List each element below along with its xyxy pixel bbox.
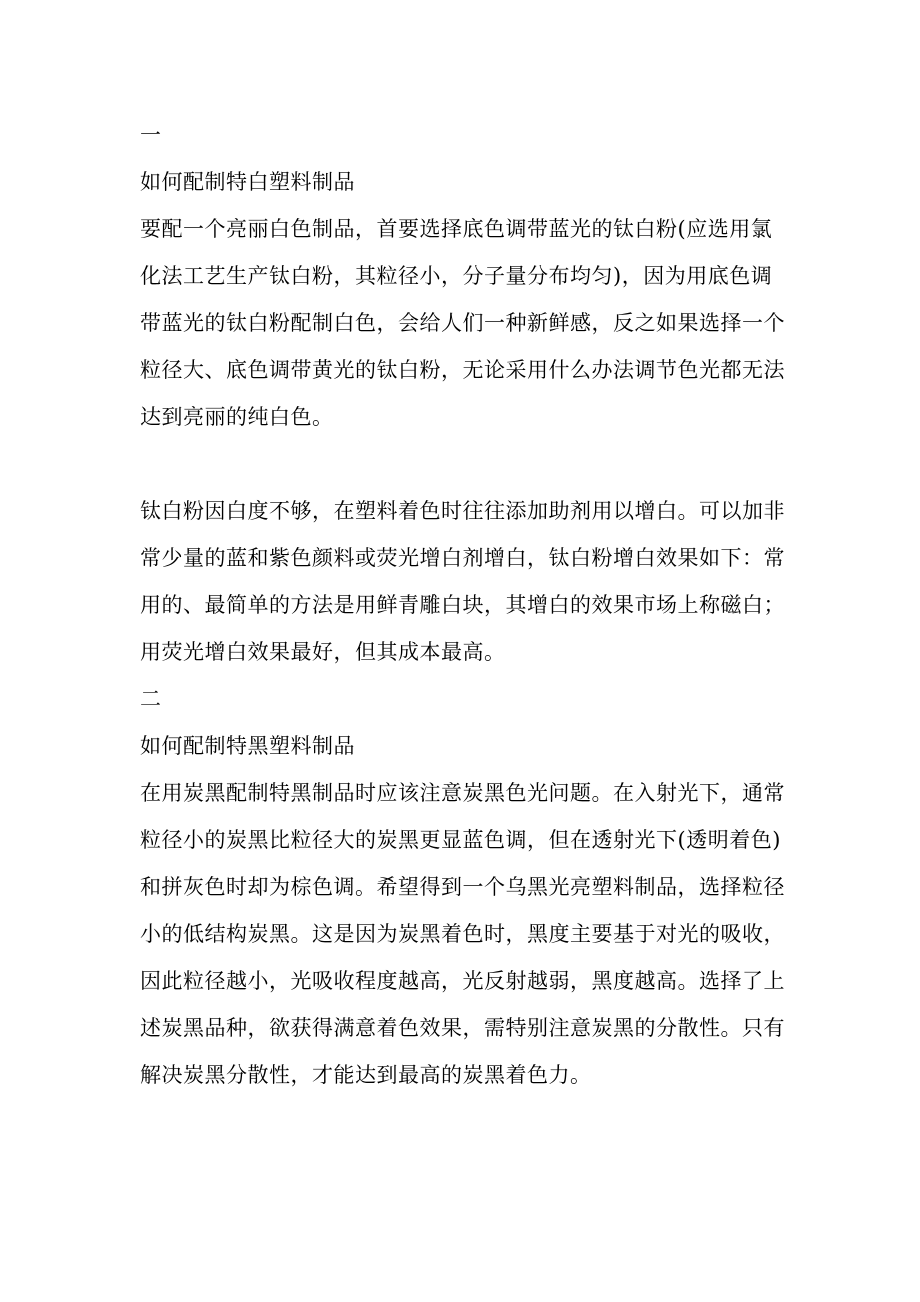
paragraph-line: 用的、最简单的方法是用鲜青雕白块，其增白的效果市场上称磁白； xyxy=(140,593,785,617)
paragraph-line: 钛白粉因白度不够，在塑料着色时往往添加助剂用以增白。可以加非 xyxy=(140,499,785,523)
paragraph-line: 解决炭黑分散性，才能达到最高的炭黑着色力。 xyxy=(140,1063,592,1087)
document-content xyxy=(140,112,785,1099)
section-heading: 如何配制特黑塑料制品 xyxy=(140,734,355,758)
paragraph-line: 和拼灰色时却为棕色调。希望得到一个乌黑光亮塑料制品，选择粒径 xyxy=(140,875,785,899)
section-number: 二 xyxy=(140,687,162,711)
paragraph-carbon-black xyxy=(140,770,785,1099)
paragraph-line: 述炭黑品种，欲获得满意着色效果，需特别注意炭黑的分散性。只有 xyxy=(140,1016,785,1040)
section-number: 一 xyxy=(140,123,162,147)
paragraph-spacer xyxy=(140,441,780,488)
section-heading: 如何配制特白塑料制品 xyxy=(140,170,355,194)
paragraph-line: 粒径小的炭黑比粒径大的炭黑更显蓝色调，但在透射光下(透明着色) xyxy=(140,828,781,852)
paragraph-whitening xyxy=(140,488,785,676)
paragraph-line: 带蓝光的钛白粉配制白色，会给人们一种新鲜感，反之如果选择一个 xyxy=(140,311,785,335)
section-two xyxy=(140,676,785,1099)
paragraph-titanium-selection xyxy=(140,206,785,441)
paragraph-line: 粒径大、底色调带黄光的钛白粉，无论采用什么办法调节色光都无法 xyxy=(140,358,785,382)
paragraph-line: 小的低结构炭黑。这是因为炭黑着色时，黑度主要基于对光的吸收， xyxy=(140,922,785,946)
section-one xyxy=(140,112,785,676)
paragraph-line: 达到亮丽的纯白色。 xyxy=(140,405,334,429)
paragraph-line: 因此粒径越小，光吸收程度越高，光反射越弱，黑度越高。选择了上 xyxy=(140,969,785,993)
paragraph-line: 化法工艺生产钛白粉，其粒径小，分子量分布均匀)，因为用底色调 xyxy=(140,264,773,288)
paragraph-line: 用荧光增白效果最好，但其成本最高。 xyxy=(140,640,506,664)
paragraph-line: 在用炭黑配制特黑制品时应该注意炭黑色光问题。在入射光下，通常 xyxy=(140,781,785,805)
paragraph-line: 要配一个亮丽白色制品，首要选择底色调带蓝光的钛白粉(应选用氯 xyxy=(140,217,773,241)
paragraph-line: 常少量的蓝和紫色颜料或荧光增白剂增白，钛白粉增白效果如下：常 xyxy=(140,546,785,570)
